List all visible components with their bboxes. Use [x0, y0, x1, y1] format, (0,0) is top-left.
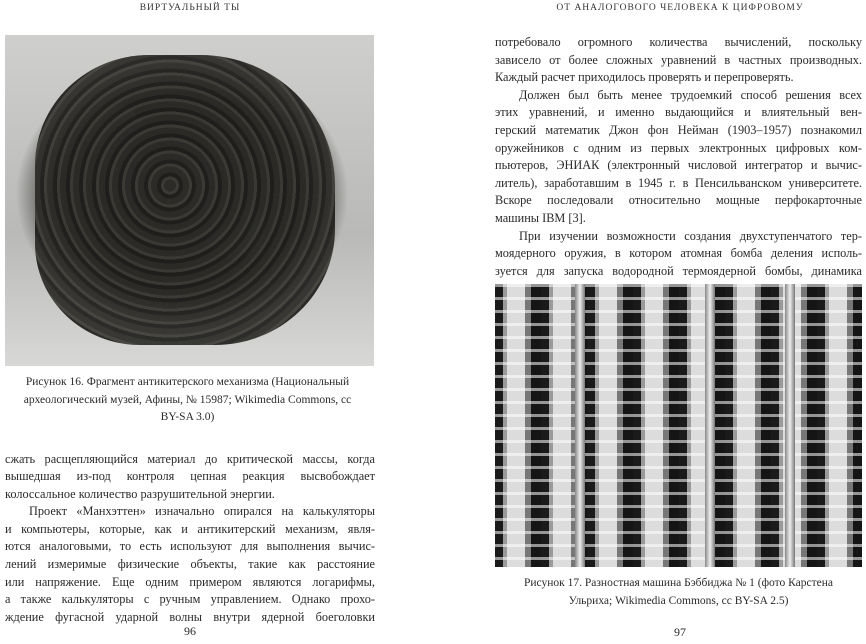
- figure-16-caption: [0, 374, 375, 427]
- text-line: и компьютеры, которые, как и антикитерский механизм, явля-: [5, 521, 375, 536]
- caption-line: Рисунок 16. Фрагмент антикитерского механизма (Национальный: [25, 376, 350, 388]
- text-line: или напряжение. Еще одним примером являются логарифмы,: [5, 574, 375, 589]
- text-line: При изучении возможности создания двухступенчатого тер-: [519, 228, 862, 243]
- page-number-left: 96: [184, 624, 196, 638]
- running-header-right: ОТ АНАЛОГОВОГО ЧЕЛОВЕКА К ЦИФРОВОМУ: [556, 3, 804, 13]
- caption-line: Ульриха; Wikimedia Commons, cc BY-SA 2.5): [568, 594, 789, 607]
- text-line: Каждый расчет приходилось проверять и перепроверять.: [495, 70, 794, 85]
- text-line: герский математик Джон фон Нейман (1903–1957) познакомил: [495, 122, 862, 137]
- text-line: а также калькуляторы с ручным управлением. Однако прохо-: [5, 592, 375, 607]
- caption-line: археологический музей, Афины, № 15987; Wikimedia Commons, cc: [23, 393, 352, 406]
- right-body-text: [495, 34, 862, 280]
- text-line: пьютеров, ЭНИАК (электронный числовой интегратор и вычис-: [495, 158, 862, 173]
- figure-17-caption: [495, 575, 862, 610]
- text-line: моядерного оружия, в котором атомная бомба деления исполь-: [495, 246, 862, 261]
- text-line: ются аналоговыми, то есть используют для выполнения вычис-: [5, 539, 375, 554]
- text-line: этих уравнений, и именно выдающийся и влиятельный вен-: [495, 105, 862, 120]
- antikythera-mechanism-photo: [5, 35, 374, 366]
- babbage-difference-engine-photo: [495, 284, 862, 567]
- text-line: лений измеримые физические объекты, такие как расстояние: [5, 557, 375, 572]
- text-line: литель), заработавшим в 1945 г. в Пенсильванском университете.: [495, 175, 862, 190]
- page-number-right: 97: [674, 625, 686, 639]
- text-line: машины IBM [3].: [495, 210, 586, 225]
- running-header-left: ВИРТУАЛЬНЫЙ ТЫ: [139, 3, 241, 13]
- text-line: колоссальное количество разрушительной энергии.: [5, 486, 275, 501]
- right-page-column: [495, 34, 862, 610]
- text-line: зависело от более сложных уравнений в частных производных.: [495, 52, 862, 67]
- text-line: Должен был быть менее трудоемкий способ решения всех: [519, 87, 862, 102]
- caption-line: Рисунок 17. Разностная машина Бэббиджа № 1 (фото Карстена: [524, 577, 833, 590]
- text-line: зуется для запуска водородной термоядерной бомбы, динамика: [495, 263, 862, 278]
- text-line: вышедшая из-под контроля цепная реакция высвобождает: [5, 469, 375, 484]
- text-line: сжать расщепляющийся материал до критической массы, когда: [5, 451, 375, 466]
- text-line: Вскоре последовали относительно мощные перфокарточные: [495, 193, 862, 208]
- text-line: потребовало огромного количества вычислений, поскольку: [495, 35, 862, 49]
- left-page-column: [5, 35, 375, 626]
- caption-line: BY-SA 3.0): [160, 411, 215, 423]
- text-line: Проект «Манхэттен» изначально опирался на калькуляторы: [29, 504, 375, 519]
- left-body-text: [5, 451, 375, 627]
- text-line: ждение фугасной ударной волны внутри ядерной боеголовки: [5, 609, 375, 624]
- text-line: оружейников с одним из первых электронных цифровых ком-: [495, 140, 862, 155]
